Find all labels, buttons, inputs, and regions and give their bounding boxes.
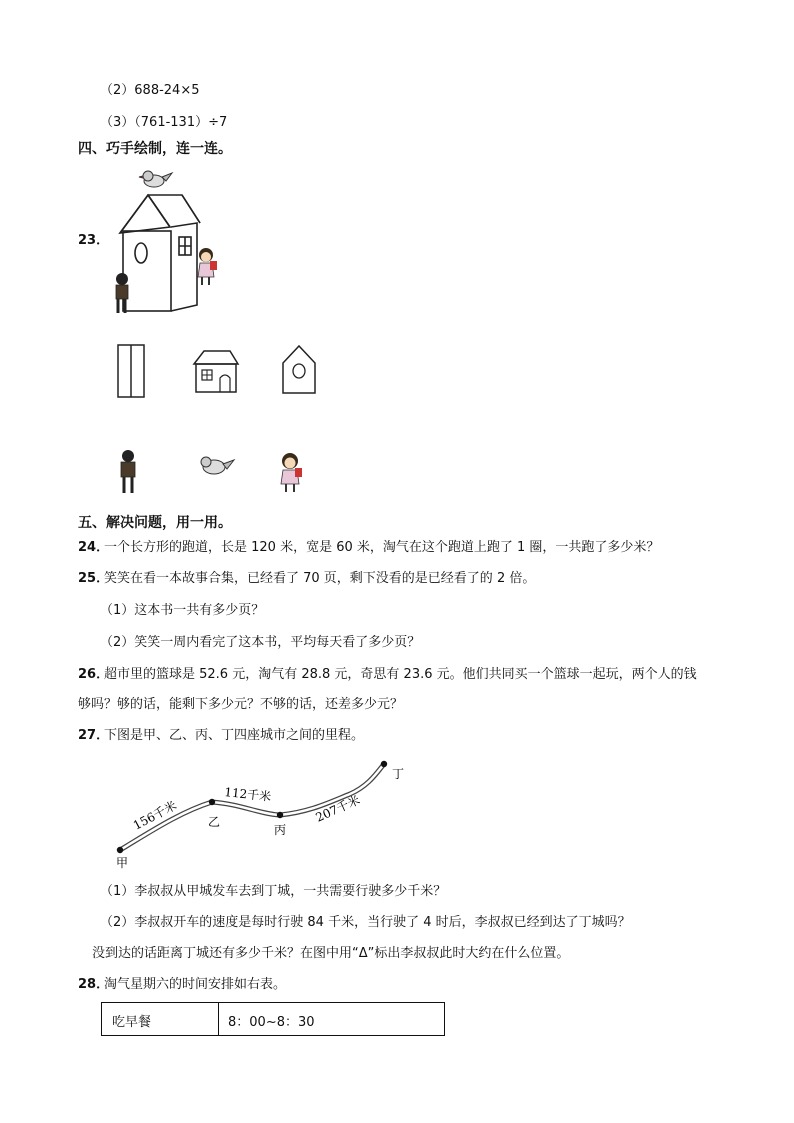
q27-sub-2: （2）李叔叔开车的速度是每时行驶 84 千米，当行驶了 4 时后，李叔叔已经到达了丁城吗？	[100, 915, 631, 930]
distance-jia-yi: 156千米	[130, 798, 179, 833]
section-4-heading: 四、巧手绘制，连一连。	[78, 141, 232, 157]
girl-icon	[198, 248, 217, 285]
city-jia-point	[117, 847, 123, 853]
view-option-side	[116, 343, 148, 401]
boy-observer-icon	[116, 450, 140, 496]
city-ding-label: 丁	[392, 767, 405, 781]
q27-sub-1: （1）李叔叔从甲城发车去到丁城，一共需要行驶多少千米？	[100, 884, 447, 899]
city-bing-point	[277, 812, 283, 818]
q25-number: 25．	[78, 571, 110, 586]
house-scene-figure	[100, 165, 240, 320]
q26-line-1: 超市里的篮球是 52.6 元，淘气有 28.8 元，奇思有 23.6 元。他们共同买一个篮球一起玩，两个人的钱	[104, 667, 697, 682]
city-bing-label: 丙	[274, 823, 287, 837]
schedule-activity: 吃早餐	[112, 1015, 152, 1030]
schedule-time: 8：00~8：30	[228, 1015, 315, 1030]
q26-number: 26．	[78, 667, 110, 682]
city-yi-label: 乙	[208, 815, 221, 829]
city-yi-point	[209, 799, 215, 805]
city-ding-point	[381, 761, 387, 767]
calc-item-2: （2）688-24×5	[100, 83, 200, 98]
q24-number: 24．	[78, 540, 110, 555]
q24-text: 一个长方形的跑道，长是 120 米，宽是 60 米，淘气在这个跑道上跑了 1 圈，一共跑了多少米？	[104, 540, 660, 555]
q28-number: 28．	[78, 977, 110, 992]
bird-icon	[139, 171, 172, 187]
view-option-front	[192, 348, 242, 394]
section-5-heading: 五、解决问题，用一用。	[78, 515, 232, 531]
q25-sub-2: （2）笑笑一周内看完了这本书，平均每天看了多少页？	[100, 635, 421, 650]
bird-observer-icon	[196, 452, 236, 480]
q27-text: 下图是甲、乙、丙、丁四座城市之间的里程。	[104, 728, 365, 743]
distance-bing-ding: 207千米	[313, 792, 363, 825]
q25-text: 笑笑在看一本故事合集，已经看了 70 页，剩下没看的是已经看了的 2 倍。	[104, 571, 536, 586]
q27-sub-2b: 没到达的话距离丁城还有多少千米？在图中用“Δ”标出李叔叔此时大约在什么位置。	[92, 946, 570, 961]
girl-observer-icon	[277, 452, 305, 494]
q25-sub-1: （1）这本书一共有多少页？	[100, 603, 265, 618]
q26-line-2: 够吗？够的话，能剩下多少元？不够的话，还差多少元？	[78, 697, 404, 712]
q28-text: 淘气星期六的时间安排如右表。	[104, 977, 287, 992]
q23-number: 23．	[78, 233, 110, 248]
calc-item-3: （3）（761-131）÷7	[100, 115, 228, 130]
distance-yi-bing: 112千米	[223, 785, 272, 804]
city-jia-label: 甲	[116, 856, 129, 870]
boy-icon	[116, 273, 128, 313]
q27-number: 27．	[78, 728, 110, 743]
route-map	[100, 752, 420, 872]
house-drawing	[120, 195, 200, 311]
schedule-table	[101, 1002, 445, 1036]
view-option-gable	[279, 343, 319, 395]
